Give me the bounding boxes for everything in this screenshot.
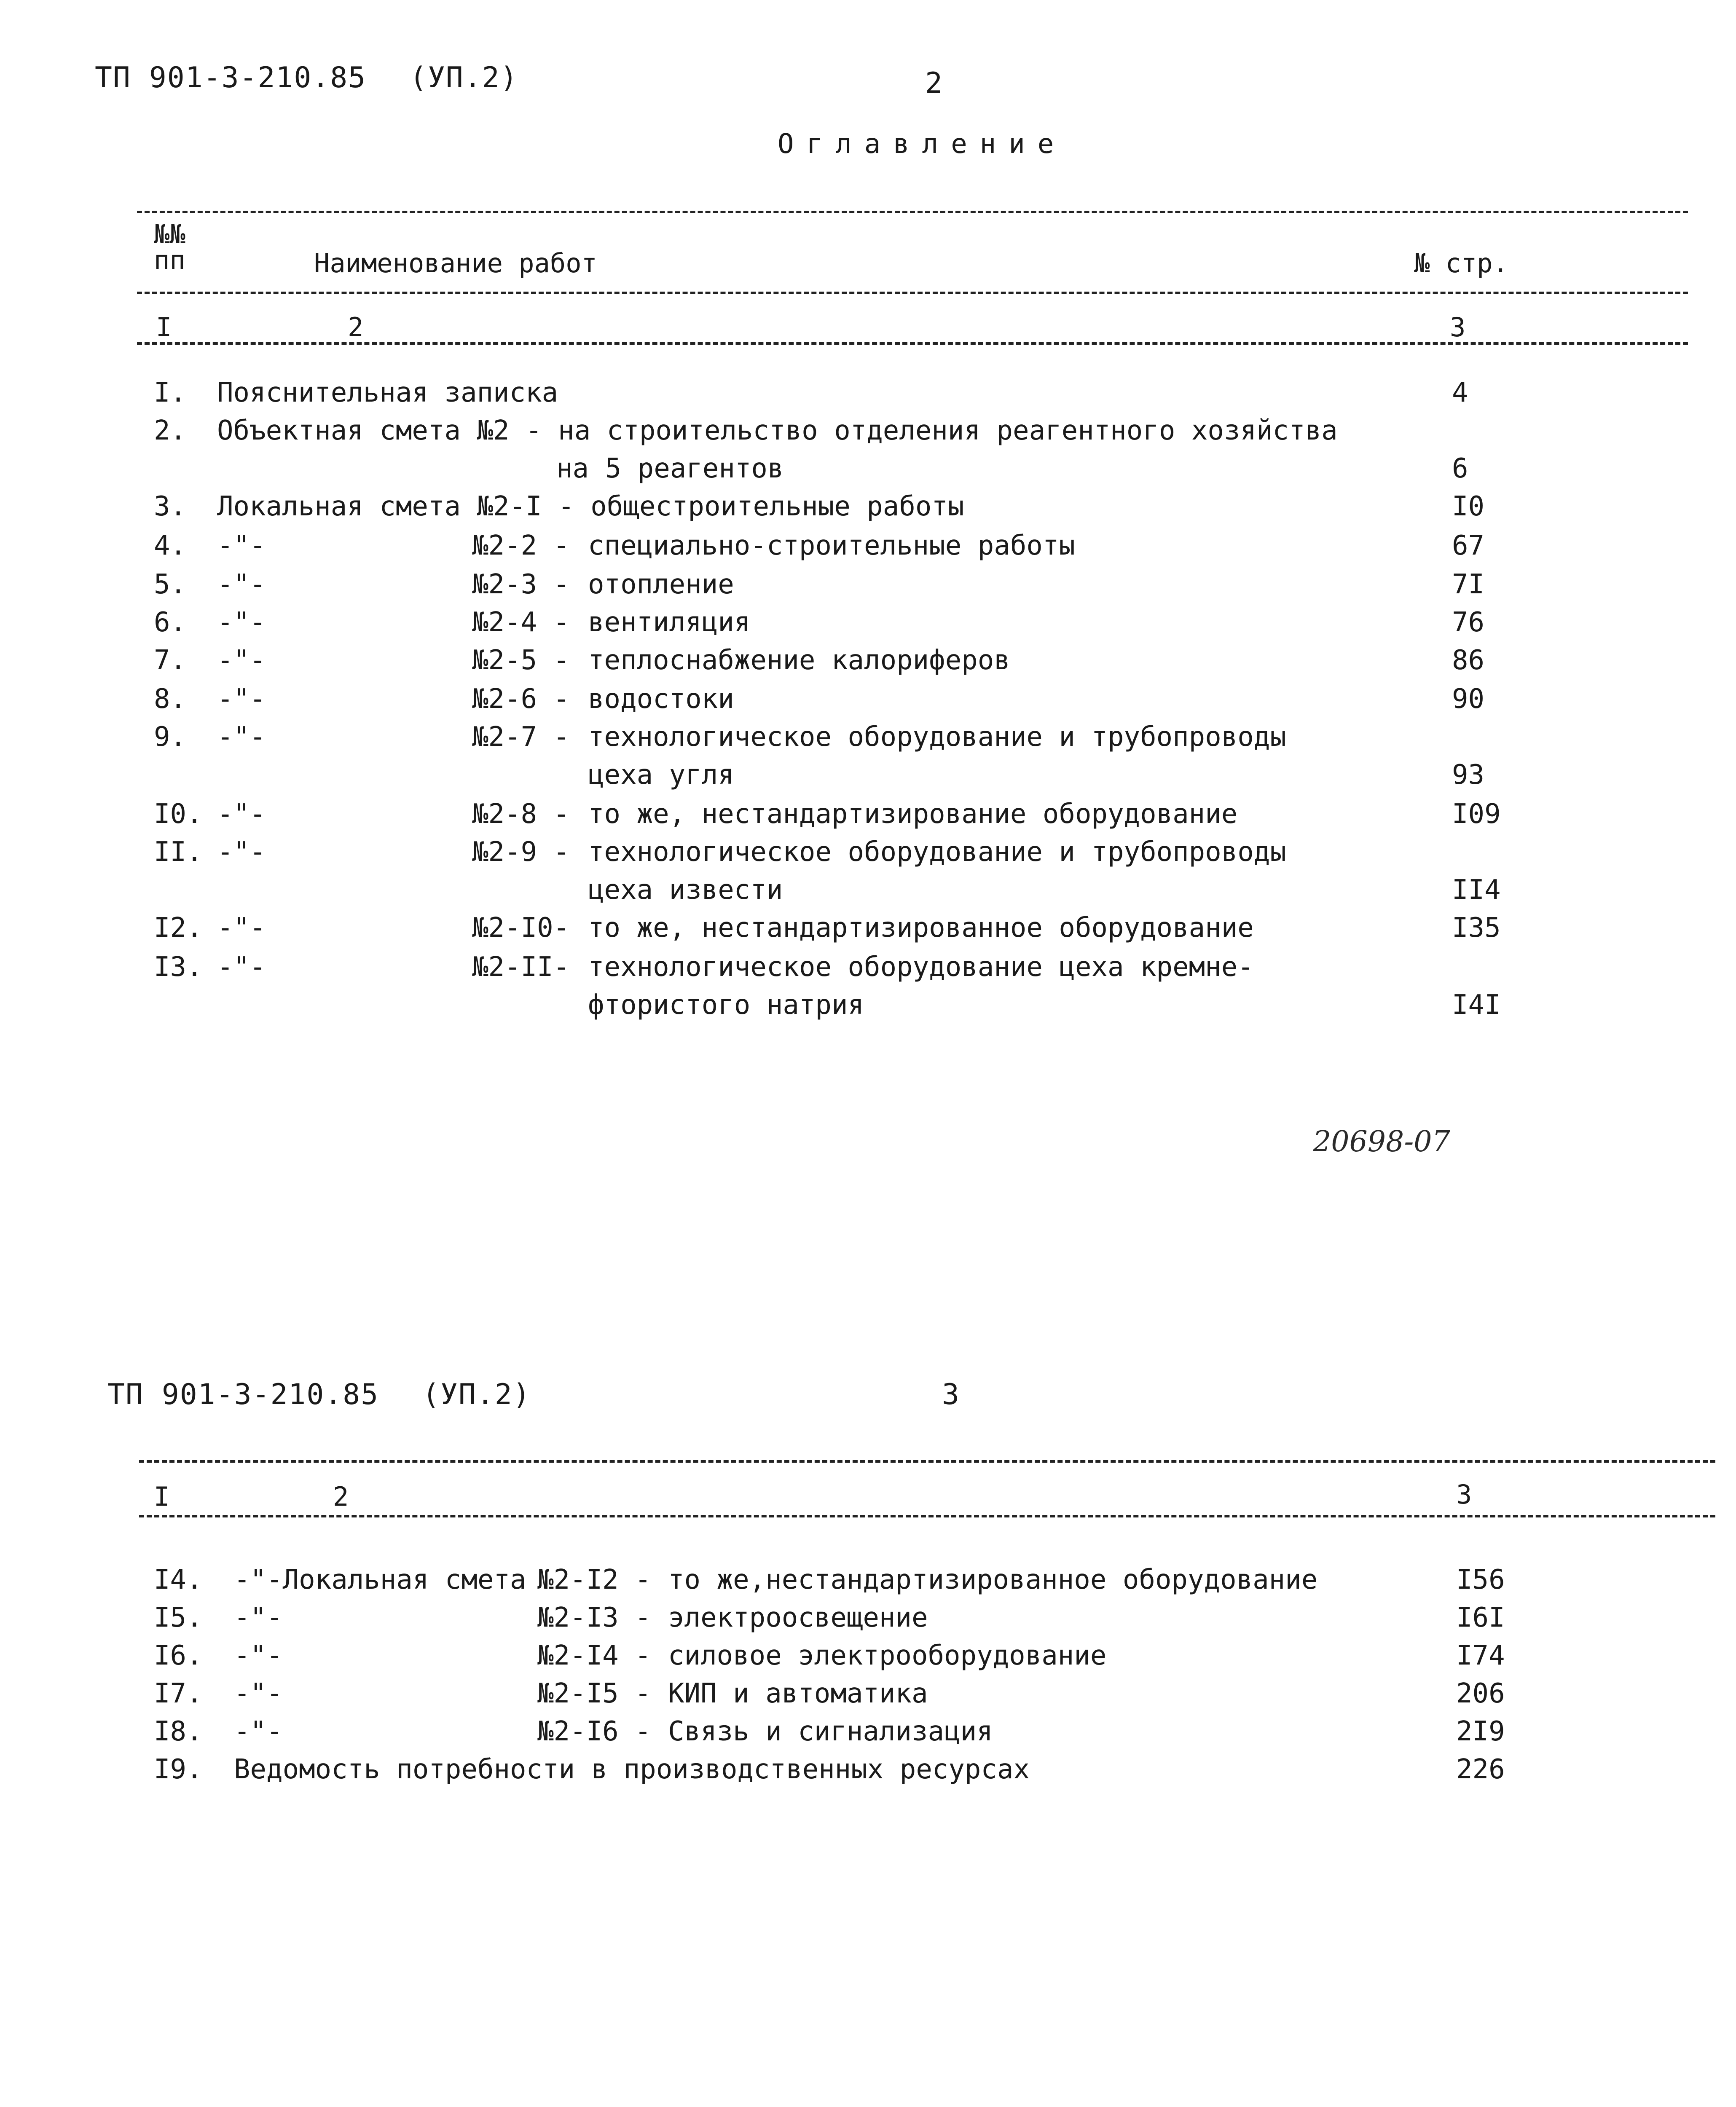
- header-rule-top: [137, 211, 1688, 213]
- header-rule-middle: [137, 292, 1688, 294]
- header-rule-bottom: [137, 342, 1688, 345]
- header-rule-top-2: [139, 1460, 1715, 1463]
- doc-code-text: ТП 901-3-210.85: [107, 1378, 379, 1411]
- col-number-1: I: [154, 1481, 170, 1512]
- toc-title: Оглавление: [778, 129, 1067, 160]
- col-number-1: I: [156, 312, 172, 343]
- page-number-top: 2: [925, 67, 942, 100]
- header-rule-bottom-2: [139, 1515, 1715, 1517]
- album-label: (УП.2): [422, 1378, 531, 1411]
- doc-code-bottom: [107, 1378, 531, 1411]
- col-number-2: 2: [333, 1481, 349, 1512]
- header-num-bottom: пп: [154, 245, 185, 276]
- header-col-page: № стр.: [1414, 248, 1508, 279]
- album-label: (УП.2): [410, 61, 518, 94]
- doc-code-text: ТП 901-3-210.85: [95, 61, 367, 94]
- doc-code-top: [95, 61, 518, 94]
- col-number-2: 2: [348, 312, 364, 343]
- page-number-bottom: 3: [942, 1378, 959, 1411]
- handwritten-number-top: 20698-07: [1313, 1125, 1450, 1158]
- col-number-3: 3: [1456, 1479, 1472, 1510]
- col-number-3: 3: [1450, 312, 1466, 343]
- header-col-num: [154, 219, 185, 276]
- header-num-top: №№: [154, 219, 185, 249]
- header-col-name: Наименование работ: [314, 248, 597, 279]
